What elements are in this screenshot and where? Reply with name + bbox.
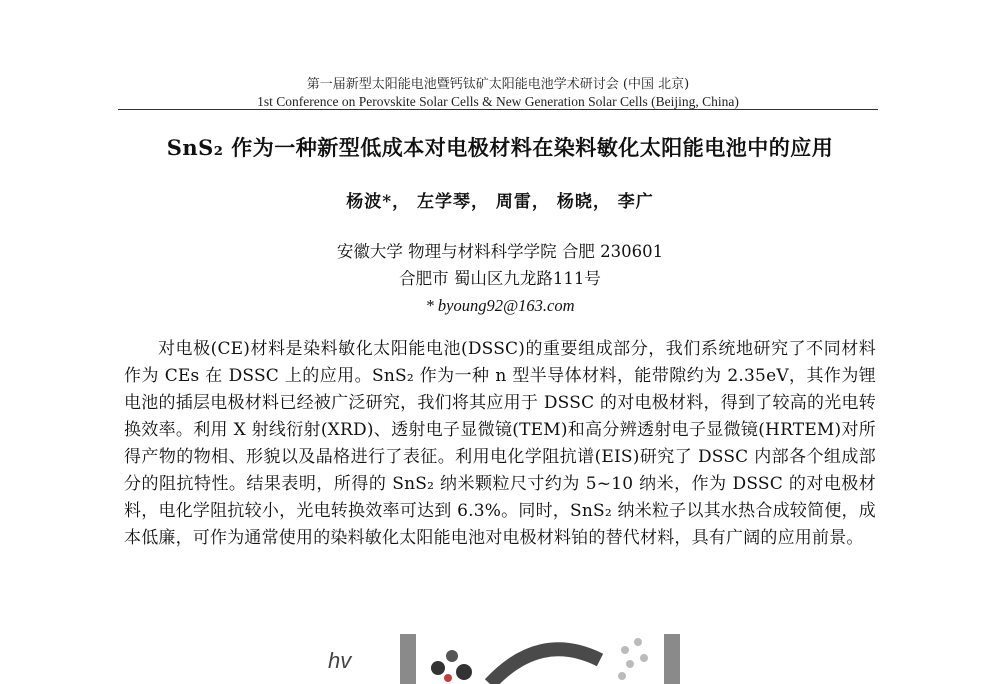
header-rule <box>118 109 878 110</box>
electrolyte-particle <box>640 654 648 662</box>
dye-particle <box>446 650 458 662</box>
author-list: 杨波*， 左学琴， 周雷， 杨晓， 李广 <box>346 192 654 212</box>
dye-particle <box>444 674 452 682</box>
photoanode-panel <box>400 634 416 684</box>
graphical-abstract-figure <box>0 620 1000 684</box>
affiliation-line-2: 合肥市 蜀山区九龙路111号 <box>399 269 601 288</box>
electrolyte-particle <box>626 660 634 668</box>
affiliation-line-1: 安徽大学 物理与材料科学学院 合肥 230601 <box>336 242 664 261</box>
affiliation <box>60 238 940 319</box>
conference-name-en: 1st Conference on Perovskite Solar Cells & New Generation Solar Cells (Beijing, China) <box>257 94 739 109</box>
electron-flow-arrow <box>490 649 600 684</box>
author-email: * byoung92@163.com <box>425 296 575 315</box>
electrolyte-particle <box>634 638 642 646</box>
abstract-paragraph: 对电极(CE)材料是染料敏化太阳能电池(DSSC)的重要组成部分，我们系统地研究了不同材料作为 CEs 在 DSSC 上的应用。SnS₂ 作为一种 n 型半导体材料，能带隙约为 2.35eV，其作为锂电池的插层电极材料已经被广泛研究，我们将其应用于 DSSC 的对电极材料，得到了较高的光电转换效率。利用 X 射线衍射(XRD)、透射电子显微镜(TEM)和高分辨透射电子显微镜(HRTEM)对所得产物的物相、形貌以及晶格进行了表征。利用电化学阻抗谱(EIS)研究了 DSSC 内部各个组成部分的阻抗特性。结果表明，所得的 SnS₂ 纳米颗粒尺寸约为 5~10 纳米，作为 DSSC 的对电极材料，电化学阻抗较小，光电转换效率可达到 6.3%。同时，SnS₂ 纳米粒子以其水热合成较简便，成本低廉，可作为通常使用的染料敏化太阳能电池对电极材料铂的替代材料，具有广阔的应用前景。 <box>124 339 876 548</box>
electrolyte-particle <box>618 672 626 680</box>
electrolyte-particle <box>621 646 629 654</box>
hv-label: hv <box>328 648 352 673</box>
conference-header <box>118 76 878 110</box>
dye-particle <box>431 661 445 675</box>
conference-name-cn: 第一届新型太阳能电池暨钙钛矿太阳能电池学术研讨会 (中国 北京) <box>306 77 690 92</box>
dye-particle <box>456 664 472 680</box>
paper-title: SnS₂ 作为一种新型低成本对电极材料在染料敏化太阳能电池中的应用 <box>166 135 834 160</box>
counter-electrode-panel <box>664 634 680 684</box>
